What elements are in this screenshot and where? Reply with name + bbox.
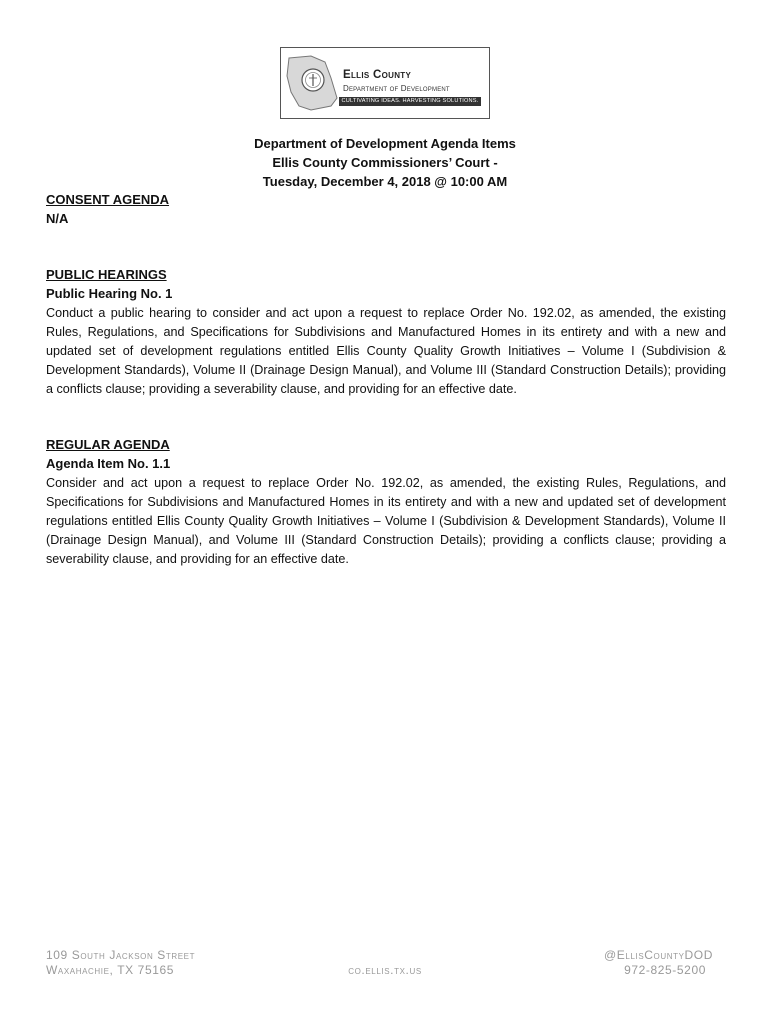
- logo-tagline: CULTIVATING IDEAS. HARVESTING SOLUTIONS.: [339, 97, 481, 106]
- consent-agenda-value: N/A: [46, 211, 69, 226]
- agenda-item-text: Consider and act upon a request to replace Order No. 192.02, as amended, the existing Rules, Regulations, and Specifications for Subdivisions and Manufactured Homes in its entirety and with a new and updated set of development regulations entitled Ellis County Quality Growth Initiatives – Volume I (Subdivision & Development Standards), Volume II (Drainage Design Manual), and Volume III (Standard Construction Details); providing a conflicts clause; providing a severability clause, and providing for an effective date.: [46, 476, 726, 566]
- consent-agenda-heading: CONSENT AGENDA: [46, 192, 170, 207]
- county-logo: [280, 47, 490, 119]
- footer-address-line2: Waxahachie, TX 75165: [46, 963, 175, 977]
- document-title: [0, 134, 770, 191]
- public-hearings-heading: PUBLIC HEARINGS: [46, 267, 167, 282]
- footer-social-handle: @EllisCountyDOD: [604, 948, 713, 962]
- title-line-3: Tuesday, December 4, 2018 @ 10:00 AM: [262, 174, 508, 189]
- footer-contact: [604, 948, 713, 978]
- public-hearing-text: Conduct a public hearing to consider and act upon a request to replace Order No. 192.02, as amended, the existing Rules, Regulations, and Specifications for Subdivisions and Manufactured Homes in its entirety and with a new and updated set of development regulations entitled Ellis County Quality Growth Initiatives – Volume I (Subdivision & Development Standards), Volume II (Drainage Design Manual), and Volume III (Standard Construction Details); providing a conflicts clause; providing a severability clause, and providing for an effective date.: [46, 306, 726, 396]
- title-line-2: Ellis County Commissioners’ Court -: [272, 155, 498, 170]
- public-hearing-title: Public Hearing No. 1: [46, 286, 173, 301]
- logo-county-name: Ellis County: [343, 69, 412, 81]
- footer-address-line1: 109 South Jackson Street: [46, 948, 196, 962]
- footer-website: co.ellis.tx.us: [348, 963, 422, 977]
- title-line-1: Department of Development Agenda Items: [254, 136, 516, 151]
- logo-department-name: Department of Development: [343, 84, 450, 93]
- regular-agenda-heading: REGULAR AGENDA: [46, 437, 170, 452]
- footer-phone: 972-825-5200: [624, 963, 706, 977]
- agenda-item-title: Agenda Item No. 1.1: [46, 456, 171, 471]
